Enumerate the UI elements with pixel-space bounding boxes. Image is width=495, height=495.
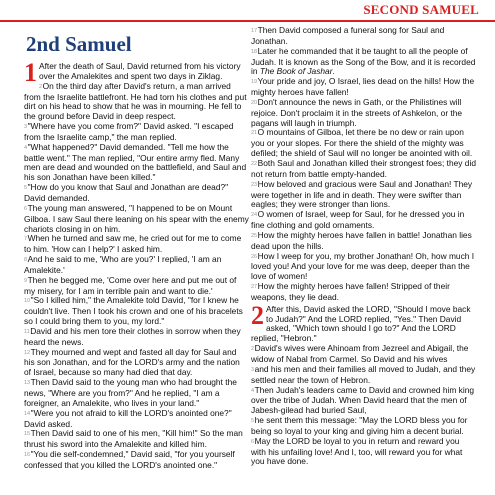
verse-number: 26 xyxy=(251,253,258,260)
verse-number: 2 xyxy=(251,346,255,353)
verse-text: "How do you know that Saul and Jonathan are dead?" David demanded. xyxy=(24,182,229,203)
verse-text: How I weep for you, my brother Jonathan! Oh, how much I loved you! And your love for me was deep, deeper than the love of women! xyxy=(251,250,475,282)
book-reference: The Book of Jashar xyxy=(259,66,333,77)
verse-text: How beloved and gracious were Saul and Jonathan! They were together in life and in death. They were swifter than eagles; they were stronger than lions. xyxy=(251,178,473,210)
verse xyxy=(24,348,249,379)
verse-number: 9 xyxy=(24,277,28,284)
verse-number: 3 xyxy=(24,124,28,131)
verse xyxy=(251,77,476,98)
verse-number: 16 xyxy=(24,452,31,459)
verse-number: 24 xyxy=(251,212,258,219)
verse xyxy=(24,122,249,143)
verse-text-end: . xyxy=(332,66,335,77)
verse-number: 23 xyxy=(251,181,258,188)
verse-number: 6 xyxy=(251,438,255,445)
verse xyxy=(24,58,249,87)
verse xyxy=(24,378,249,409)
verse-text: Then David said to the young man who had brought the news, "Where are you from?" And he replied, "I am a foreigner, an Amalekite, who lives in your land." xyxy=(24,377,237,408)
verse-text: "You die self-condemned," David said, "for you yourself confessed that you killed the LORD's anointed one." xyxy=(24,449,235,470)
verse-text: May the LORD be loyal to you in return and reward you with his unfailing love! And I, too, will reward you for what you have done. xyxy=(251,435,463,467)
verse-number: 7 xyxy=(24,236,28,243)
verse-text: "So I killed him," the Amalekite told David, "for I knew he couldn't live. Then I took his crown and one of his bracelets so I could bring them to you, my lord." xyxy=(24,295,243,327)
verse xyxy=(251,159,476,180)
verse-text: "What happened?" David demanded. "Tell me how the battle went." The man replied, "Our entire army fled. Many men are dead and wounded on the battlefield, and Saul and his son Jonathan have been killed." xyxy=(24,141,247,183)
verse-number: 22 xyxy=(251,160,258,167)
verse xyxy=(251,252,476,283)
verse-number: 6 xyxy=(24,205,28,212)
verse-text: Then Judah's leaders came to David and crowned him king over the tribe of Judah. When David heard that the men of Jabesh-gilead had buried Saul, xyxy=(251,384,475,416)
verse xyxy=(24,327,249,348)
verse-number: 12 xyxy=(24,349,31,356)
verse-text: David and his men tore their clothes in sorrow when they heard the news. xyxy=(24,325,241,347)
chapter-number: 2 xyxy=(251,300,264,330)
verse xyxy=(24,204,249,235)
verse-text: "Were you not afraid to kill the LORD's anointed one?" David asked. xyxy=(24,407,232,429)
verse xyxy=(24,429,249,450)
verse-text: and his men and their families all moved to Judah, and they settled near the town of Hebron. xyxy=(251,363,476,385)
verse xyxy=(251,437,476,468)
verse xyxy=(24,409,249,430)
verse xyxy=(251,416,476,437)
verse xyxy=(251,98,476,129)
verse-number: 27 xyxy=(251,284,258,291)
verse-number: 18 xyxy=(251,48,258,55)
verse xyxy=(24,183,249,204)
verse-text: The young man answered, "I happened to be on Mount Gilboa. I saw Saul there leaning on his spear with the enemy chariots closing in on him. xyxy=(24,202,249,234)
chapter-1 xyxy=(24,58,249,471)
verse-number: 5 xyxy=(251,418,255,425)
verse-number: 14 xyxy=(24,410,31,417)
left-column xyxy=(24,26,249,492)
chapter-2 xyxy=(251,300,476,468)
verse-text: O mountains of Gilboa, let there be no dew or rain upon you or your slopes. For there the shield of the mighty was defiled; the shield of Saul will no longer be anointed with oil. xyxy=(251,127,473,159)
verse-number: 21 xyxy=(251,130,258,137)
verse-text: Both Saul and Jonathan killed their strongest foes; they did not return from battle empty-handed. xyxy=(251,157,476,179)
verse-text: When he turned and saw me, he cried out for me to come to him. 'How can I help?' I asked him. xyxy=(24,233,242,255)
verse xyxy=(24,143,249,183)
verse-text: David's wives were Ahinoam from Jezreel and Abigail, the widow of Nabal from Carmel. So David and his wives xyxy=(251,343,469,364)
verse-text: They mourned and wept and fasted all day for Saul and his son Jonathan, and for the LORD's army and the nation of Israel, because so many had died that day. xyxy=(24,346,240,378)
verse-text: O women of Israel, weep for Saul, for he dressed you in fine clothing and gold ornaments. xyxy=(251,209,465,231)
verse-number: 8 xyxy=(24,257,28,264)
verse-text: he sent them this message: "May the LORD bless you for being so loyal to your king and giving him a decent burial. xyxy=(251,415,468,436)
running-header xyxy=(0,0,495,24)
verse xyxy=(251,180,476,211)
verse-number: 17 xyxy=(251,28,258,34)
verse-text: How the mighty heroes have fallen! Stripped of their weapons, they lie dead. xyxy=(251,281,450,302)
verse xyxy=(251,210,476,231)
verse-text: And he said to me, 'Who are you?' I replied, 'I am an Amalekite.' xyxy=(24,254,222,275)
verse xyxy=(251,128,476,159)
verse xyxy=(251,300,476,344)
verse-number: 19 xyxy=(251,79,258,86)
verse-text: On the third day after David's return, a man arrived from the Israelite battlefront. He had torn his clothes and put dirt on his head to show that he was in mourning. He fell to the ground before David in deep respect. xyxy=(24,80,247,122)
verse xyxy=(251,231,476,252)
verse xyxy=(251,47,476,78)
verse xyxy=(24,82,249,122)
verse xyxy=(24,255,249,276)
right-column xyxy=(251,26,476,492)
verse-number: 11 xyxy=(24,328,30,335)
verse-text: Don't announce the news in Gath, or the Philistines will rejoice. Don't proclaim it in the streets of Ashkelon, or the pagans will laugh in triumph. xyxy=(251,96,463,128)
verse-text: After the death of Saul, David returned from his victory over the Amalekites and spent two days in Ziklag. xyxy=(39,61,241,81)
verse-number: 5 xyxy=(24,185,28,192)
verse-text: Then David composed a funeral song for Saul and Jonathan. xyxy=(251,26,445,46)
verse xyxy=(251,282,476,303)
verse-number: 2 xyxy=(39,83,43,90)
verse-text: Then David said to one of his men, "Kill him!" So the man thrust his sword into the Amalekite and killed him. xyxy=(24,428,243,450)
verse xyxy=(24,234,249,255)
verse-text: Then he begged me, 'Come over here and put me out of my misery, for I am in terrible pain and want to die.' xyxy=(24,274,237,296)
chapter-number: 1 xyxy=(24,58,37,87)
verse-text: How the mighty heroes have fallen in battle! Jonathan lies dead upon the hills. xyxy=(251,229,472,251)
verse-text: Later he commanded that it be taught to all the people of Judah. It is known as the Song of the Bow, and it is recorded in xyxy=(251,45,476,77)
verse xyxy=(251,365,476,386)
chapter-1-continued xyxy=(251,26,476,303)
verse-number: 4 xyxy=(24,144,28,151)
verse-number: 13 xyxy=(24,380,31,387)
verse-number: 20 xyxy=(251,99,258,106)
verse-number: 10 xyxy=(24,298,31,305)
verse xyxy=(251,26,476,47)
verse-number: 15 xyxy=(24,431,31,438)
book-title: 2nd Samuel xyxy=(26,32,132,56)
verse-text: Your pride and joy, O Israel, lies dead on the hills! How the mighty heroes have fallen! xyxy=(251,76,475,98)
header-rule xyxy=(0,20,495,22)
running-title: SECOND SAMUEL xyxy=(359,2,483,18)
verse xyxy=(24,276,249,297)
verse xyxy=(24,450,249,471)
verse-number: 4 xyxy=(251,387,255,394)
verse xyxy=(251,386,476,417)
verse-number: 25 xyxy=(251,232,258,239)
verse-number: 3 xyxy=(251,366,255,373)
verse-text: After this, David asked the LORD, "Should I move back to Judah?" And the LORD replied, "Yes." Then David asked, "Which town should I go to?" And the LORD replied, "Hebron." xyxy=(251,303,471,344)
verse xyxy=(24,296,249,327)
verse-text: "Where have you come from?" David asked. "I escaped from the Israelite camp," the man replied. xyxy=(24,121,234,142)
verse xyxy=(251,344,476,365)
